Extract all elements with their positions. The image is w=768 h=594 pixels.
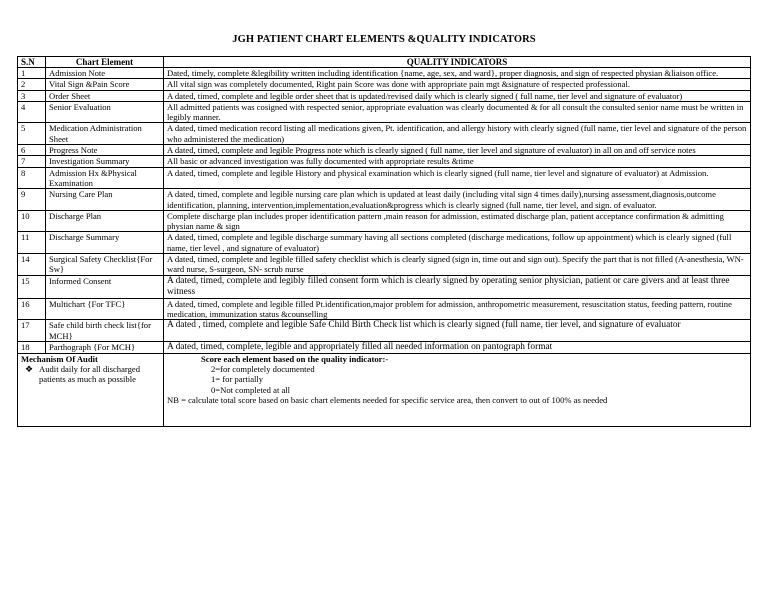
table-row	[18, 189, 751, 211]
row-quality-indicator: A dated, timed, complete and legible filled Pt.identification,major problem for admission, anthropometric measurement, resuscitation status, feeding pattern, routine medication, immunization status &counselling	[164, 298, 751, 320]
row-sn: 1	[18, 68, 46, 79]
row-sn: 15	[18, 275, 46, 298]
row-chart-element: Progress Note	[46, 145, 164, 156]
row-quality-indicator: A dated, timed, complete and legible filled safety checklist which is clearly signed (sign in, time out and sign out). Specify the part that is not filled (A-anesthesia, WN- ward nurse, S-surgeon, SN- scrub nurse	[164, 254, 751, 276]
table-row	[18, 298, 751, 320]
row-chart-element: Vital Sign &Pain Score	[46, 79, 164, 90]
row-sn: 11	[18, 232, 46, 254]
table-row	[18, 320, 751, 342]
row-quality-indicator: All basic or advanced investigation was fully documented with appropriate results &time	[164, 156, 751, 167]
row-chart-element: Medication Administration Sheet	[46, 123, 164, 145]
row-chart-element: Order Sheet	[46, 90, 164, 101]
row-chart-element: Surgical Safety Checklist{For Sw}	[46, 254, 164, 276]
table-header-row	[18, 57, 751, 68]
page-title: JGH PATIENT CHART ELEMENTS &QUALITY INDICATORS	[232, 34, 536, 45]
row-sn: 10	[18, 210, 46, 232]
table-row	[18, 101, 751, 123]
quality-indicators-table	[17, 56, 751, 427]
row-chart-element: Discharge Summary	[46, 232, 164, 254]
score-line: 1= for partially	[211, 374, 264, 385]
row-chart-element: Admission Hx &Physical Examination	[46, 167, 164, 189]
row-quality-indicator: All admitted patients was cosigned with respected senior, appropriate evaluation was clearly documented & for all consult the consulted senior name must be written in legibly manner.	[164, 101, 751, 123]
table-row	[18, 156, 751, 167]
row-quality-indicator: A dated , timed, complete and legible Safe Child Birth Check list which is clearly signed (full name, tier level, and signature of evaluator	[164, 320, 751, 342]
table-row	[18, 68, 751, 79]
audit-title: Mechanism Of Audit	[21, 353, 98, 364]
row-quality-indicator: A dated, timed, complete and legible order sheet that is updated/revised daily which is clearly signed ( full name, tier level and signature of evaluator)	[164, 90, 751, 101]
row-sn: 16	[18, 298, 46, 320]
row-sn: 7	[18, 156, 46, 167]
row-sn: 2	[18, 79, 46, 90]
score-line: 0=Not completed at all	[211, 384, 291, 395]
footer-row	[18, 353, 751, 426]
row-chart-element: Nursing Care Plan	[46, 189, 164, 211]
row-sn: 4	[18, 101, 46, 123]
row-sn: 5	[18, 123, 46, 145]
row-quality-indicator: A dated, timed, complete and legible History and physical examination which is clearly signed (full name, tier level and signature of evaluator) at Admission.	[164, 167, 751, 189]
row-quality-indicator: Complete discharge plan includes proper identification pattern ,main reason for admission, estimated discharge plan, patient acceptance confirmation & admitting physian name & sign	[164, 210, 751, 232]
table-row	[18, 167, 751, 189]
row-sn: 3	[18, 90, 46, 101]
header-quality-indicators: QUALITY INDICATORS	[164, 57, 751, 68]
table-row	[18, 341, 751, 353]
row-sn: 14	[18, 254, 46, 276]
row-quality-indicator: All vital sign was completely documented, Right pain Score was done with appropriate pain mgt &signature of respected professional.	[164, 79, 751, 90]
row-sn: 9	[18, 189, 46, 211]
table-row	[18, 275, 751, 298]
table-row	[18, 123, 751, 145]
row-chart-element: Investigation Summary	[46, 156, 164, 167]
score-line: 2=for completely documented	[211, 364, 315, 375]
row-quality-indicator: A dated, timed, complete, legible and appropriately filled all needed information on pantograph format	[164, 341, 751, 353]
row-quality-indicator: A dated, timed, complete and legibly filled consent form which is clearly signed by operating senior physician, patient or care givers and at least three witness	[164, 275, 751, 298]
scoring-note: NB = calculate total score based on basic chart elements needed for specific service area, then convert to out of 100% as needed	[167, 395, 608, 406]
row-quality-indicator: A dated, timed medication record listing all medications given, Pt. identification, and allergy history with clearly signed (full name, tier level and signature of the person who administered the medication)	[164, 123, 751, 145]
row-sn: 8	[18, 167, 46, 189]
row-chart-element: Admission Note	[46, 68, 164, 79]
row-quality-indicator: A dated, timed, complete and legible discharge summary having all sections completed (discharge medications, follow up appointment) which is clearly signed (full name, tier level , and signature of evaluator)	[164, 232, 751, 254]
table-row	[18, 79, 751, 90]
scoring-title: Score each element based on the quality indicator:-	[201, 353, 389, 364]
row-sn: 18	[18, 341, 46, 353]
row-sn: 17	[18, 320, 46, 342]
audit-cell	[18, 353, 164, 426]
scoring-cell	[164, 353, 751, 426]
diamond-bullet-icon: ❖	[25, 364, 34, 375]
row-sn: 6	[18, 145, 46, 156]
row-chart-element: Informed Consent	[46, 275, 164, 298]
table-row	[18, 232, 751, 254]
table-row	[18, 210, 751, 232]
row-quality-indicator: A dated, timed, complete and legible Progress note which is clearly signed ( full name, tier level and signature of evaluator) in all on and off service notes	[164, 145, 751, 156]
row-chart-element: Senior Evaluation	[46, 101, 164, 123]
table-row	[18, 145, 751, 156]
audit-bullet-text: Audit daily for all discharged patients as much as possible	[39, 364, 141, 385]
row-chart-element: Safe child birth check list{for MCH}	[46, 320, 164, 342]
row-chart-element: Parthograph {For MCH}	[46, 341, 164, 353]
row-chart-element: Discharge Plan	[46, 210, 164, 232]
row-quality-indicator: A dated, timed, complete and legible nursing care plan which is updated at least daily (including vital sign 4 times daily),nursing assessment,diagnosis,outcome identification, planning, intervention,implementation,evaluation&progress which is clearly signed (full name, tier level, and sign. of evaluator.	[164, 189, 751, 211]
header-sn: S.N	[18, 57, 46, 68]
row-chart-element: Multichart {For TFC}	[46, 298, 164, 320]
header-chart-element: Chart Element	[46, 57, 164, 68]
row-quality-indicator: Dated, timely, complete &legibility written including identification {name, age, sex, and ward}, proper diagnosis, and sign of respected physian &liaison office.	[164, 68, 751, 79]
table-row	[18, 90, 751, 101]
table-row	[18, 254, 751, 276]
